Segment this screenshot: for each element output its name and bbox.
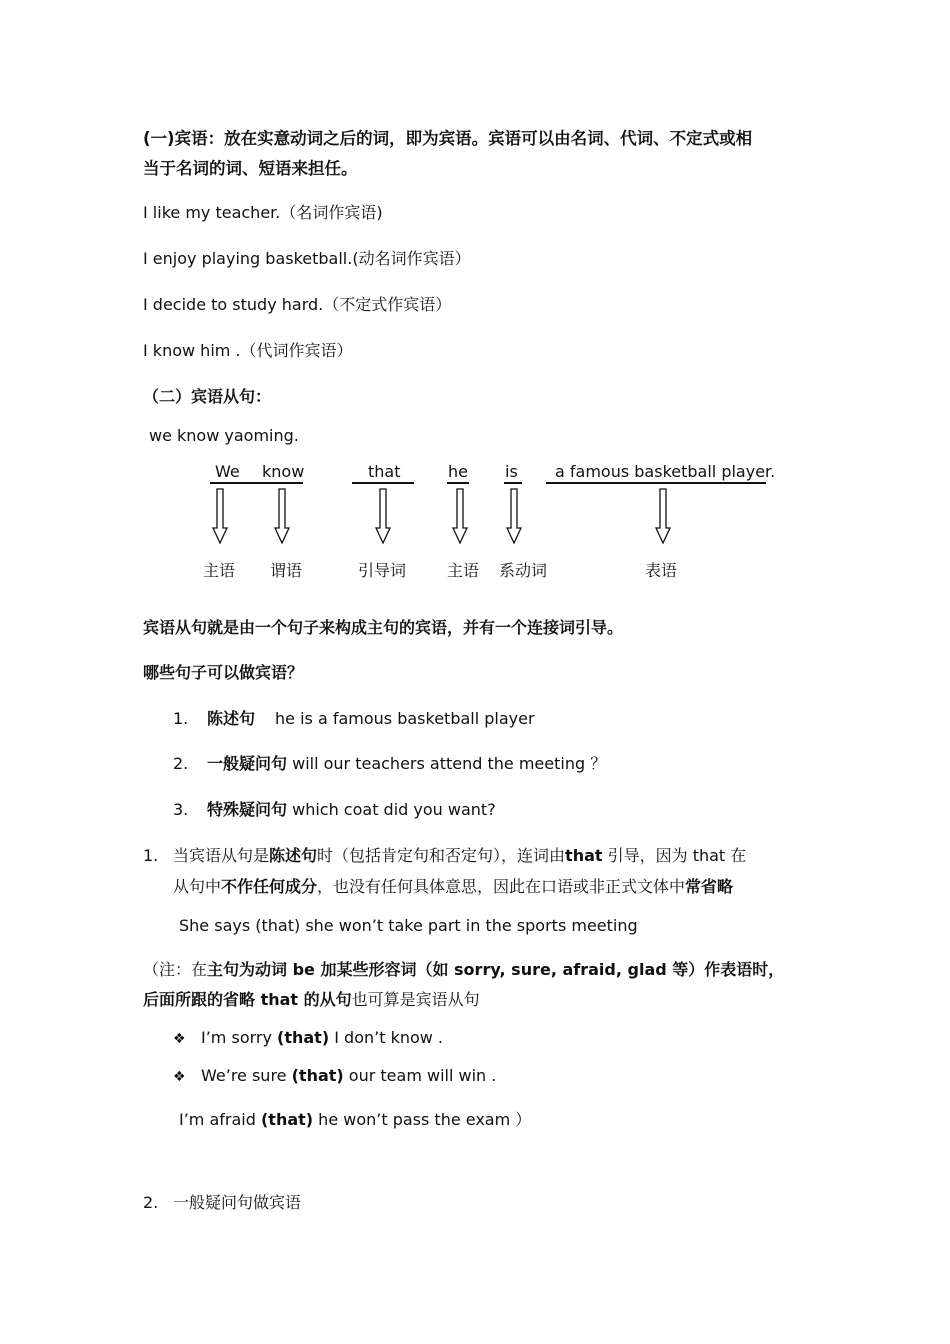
list-item <box>173 1066 496 1085</box>
example-infinitive-object: I decide to study hard.（不定式作宾语） <box>143 295 452 314</box>
type-example: he is a famous basketball player <box>275 709 535 728</box>
type-label: 陈述句 <box>207 709 256 728</box>
note-text: 也可算是宾语从句 <box>351 990 480 1009</box>
note-example-text: I’m sorry <box>201 1028 278 1047</box>
point1-bold-that: that <box>565 846 603 865</box>
diagram-word-predicative: a famous basketball player. <box>555 462 776 481</box>
note-last-example <box>179 1107 531 1130</box>
note-example-text: our team will win . <box>343 1066 497 1085</box>
type-label: 一般疑问句 <box>207 754 288 773</box>
note-line1 <box>143 957 784 980</box>
note-example-that: (that) <box>291 1066 344 1085</box>
down-arrow-icon <box>375 488 391 544</box>
list-number: 1. <box>173 709 189 728</box>
object-clause-definition: 宾语从句就是由一个句子来构成主句的宾语，并有一个连接词引导。 <box>143 618 624 637</box>
type-example: will our teachers attend the meeting ？ <box>292 754 607 773</box>
section1-heading-line2: 当于名词的词、短语来担任。 <box>143 159 358 178</box>
example-pronoun-object: I know him .（代词作宾语） <box>143 341 353 360</box>
point1-line2 <box>173 874 733 897</box>
point1-bold-often-omitted: 常省略 <box>685 877 734 896</box>
point1-text: 时（包括肯定句和否定句），连词由 <box>317 846 566 865</box>
diamond-bullet-icon: ❖ <box>173 1031 186 1047</box>
diagram-underline-is <box>504 482 522 484</box>
diagram-underline-predicative <box>546 482 766 484</box>
list-item <box>173 797 496 820</box>
down-arrow-icon <box>452 488 468 544</box>
point1-bold-no-role: 不作任何成分 <box>221 877 318 896</box>
point1-number: 1. <box>143 846 159 865</box>
note-example-that: (that) <box>277 1028 330 1047</box>
diagram-role-verb: 谓语 <box>270 561 303 580</box>
point1-text: 当宾语从句是 <box>173 846 270 865</box>
point1-bold-declarative: 陈述句 <box>269 846 318 865</box>
down-arrow-icon <box>655 488 671 544</box>
example-noun-object: I like my teacher.（名词作宾语) <box>143 203 383 222</box>
down-arrow-icon <box>212 488 228 544</box>
note-bold-text: 主句为动词 be 加某些形容词（如 sorry, sure, afraid, glad 等）作表语时， <box>207 960 785 979</box>
note-example-text: We’re sure <box>201 1066 292 1085</box>
down-arrow-icon <box>506 488 522 544</box>
point2-number: 2. <box>143 1193 159 1212</box>
list-item <box>173 751 606 774</box>
section2-heading: （二）宾语从句： <box>143 387 272 406</box>
section1-heading <box>143 124 752 184</box>
point1-example: She says (that) she won’t take part in the sports meeting <box>179 916 638 935</box>
note-text: （注：在 <box>143 960 208 979</box>
note-example-text: I’m afraid <box>179 1110 261 1129</box>
note-example-text: he won’t pass the exam ） <box>313 1110 532 1129</box>
type-label: 特殊疑问句 <box>207 800 288 819</box>
diagram-word-that: that <box>368 462 401 481</box>
diagram-role-subject: 主语 <box>203 561 236 580</box>
section1-heading-line1: (一)宾语：放在实意动词之后的词，即为宾语。宾语可以由名词、代词、不定式或相 <box>143 129 753 148</box>
example-gerund-object: I enjoy playing basketball.(动名词作宾语） <box>143 249 471 268</box>
type-example: which coat did you want? <box>292 800 496 819</box>
point2-line <box>143 1190 301 1213</box>
diamond-bullet-icon: ❖ <box>173 1069 186 1085</box>
diagram-underline-subject-verb <box>210 482 303 484</box>
section2-example: we know yaoming. <box>149 426 299 445</box>
diagram-word-is: is <box>505 462 518 481</box>
diagram-role-linking-verb: 系动词 <box>499 561 548 580</box>
diagram-role-clause-subject: 主语 <box>447 561 480 580</box>
diagram-word-he: he <box>448 462 468 481</box>
list-number: 2. <box>173 754 189 773</box>
point1-line1 <box>143 843 746 866</box>
note-example-text: I don’t know . <box>329 1028 444 1047</box>
note-example-that: (that) <box>260 1110 314 1129</box>
list-item <box>173 706 535 729</box>
which-sentences-question: 哪些句子可以做宾语？ <box>143 663 304 682</box>
point1-text: ，也没有任何具体意思，因此在口语或非正式文体中 <box>317 877 686 896</box>
diagram-underline-that <box>352 482 414 484</box>
diagram-underline-he <box>447 482 469 484</box>
point2-text: 一般疑问句做宾语 <box>173 1193 302 1212</box>
point1-text: 从句中 <box>173 877 222 896</box>
list-number: 3. <box>173 800 189 819</box>
note-bold-text: 后面所跟的省略 that 的从句 <box>143 990 352 1009</box>
diagram-role-connective: 引导词 <box>358 561 407 580</box>
down-arrow-icon <box>274 488 290 544</box>
diagram-role-predicative: 表语 <box>645 561 678 580</box>
point1-text: 引导，因为 that 在 <box>607 846 747 865</box>
diagram-word-we: We <box>215 462 240 481</box>
list-item <box>173 1028 443 1047</box>
diagram-word-know: know <box>262 462 305 481</box>
note-line2 <box>143 987 480 1010</box>
